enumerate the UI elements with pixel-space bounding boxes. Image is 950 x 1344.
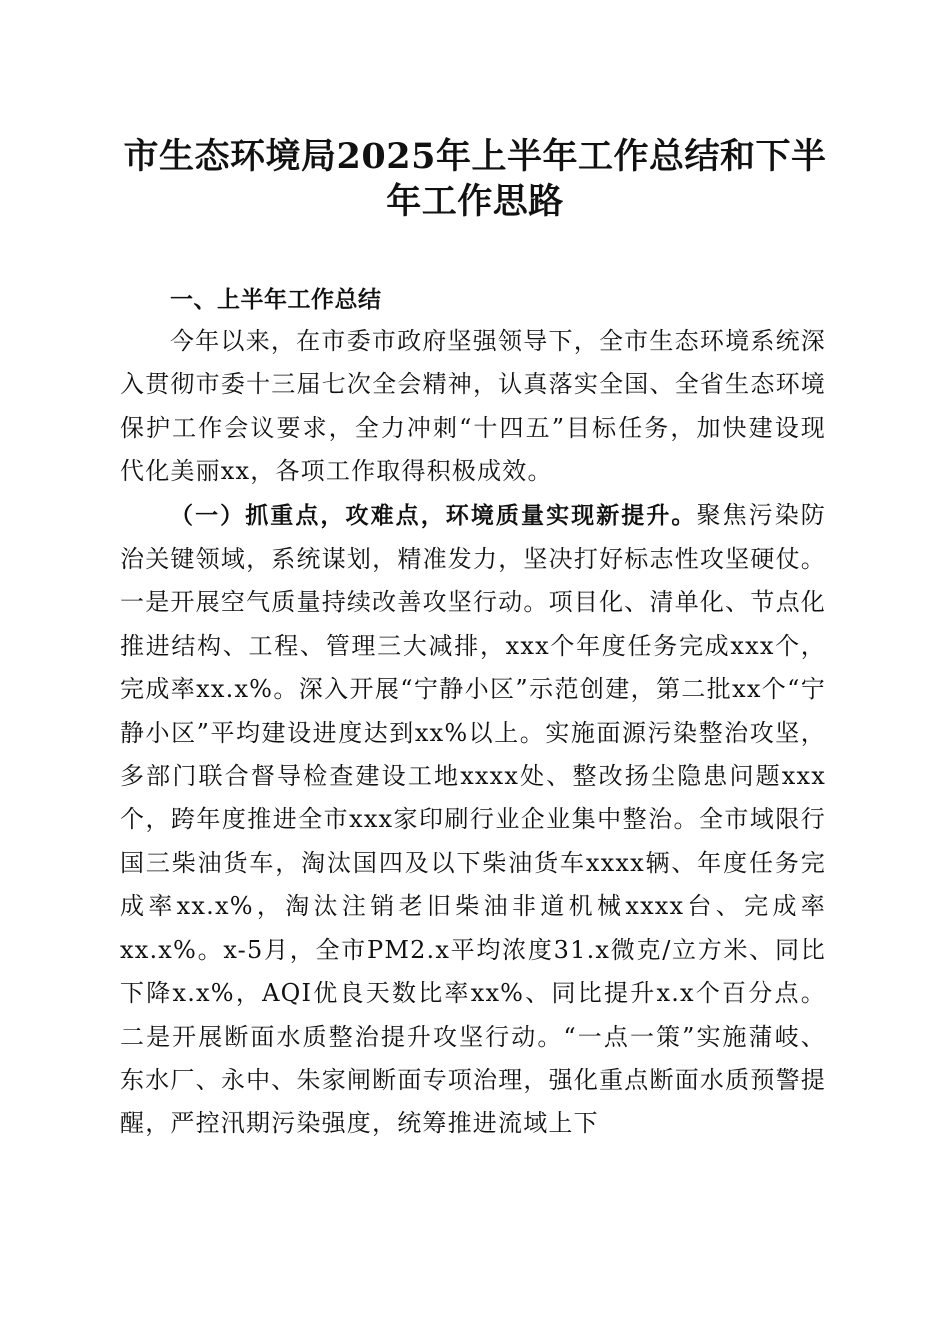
subsection-heading: （一）抓重点，攻难点，环境质量实现新提升。 (170, 502, 697, 529)
intro-paragraph: 今年以来，在市委市政府坚强领导下，全市生态环境系统深入贯彻市委十三届七次全会精神，认真落实全国、全省生态环境保护工作会议要求，全力冲刺“十四五”目标任务，加快建设现代化美丽xx，各项工作取得积极成效。 (120, 327, 826, 486)
title-line-2: 年工作思路 (386, 181, 564, 222)
document-body (120, 280, 826, 1146)
subsection-body: 聚焦污染防治关键领域，系统谋划，精准发力，坚决打好标志性攻坚硬仗。一是开展空气质量持续改善攻坚行动。项目化、清单化、节点化推进结构、工程、管理三大减排，xxx个年度任务完成xxx个，完成率xx.x%。深入开展“宁静小区”示范创建，第二批xx个“宁静小区”平均建设进度达到xx%以上。实施面源污染整治攻坚，多部门联合督导检查建设工地xxxx处、整改扬尘隐患问题xxx个，跨年度推进全市xxx家印刷行业企业集中整治。全市域限行国三柴油货车，淘汰国四及以下柴油货车xxxx辆、年度任务完成率xx.x%，淘汰注销老旧柴油非道机械xxxx台、完成率xx.x%。x-5月，全市PM2.x平均浓度31.x微克/立方米、同比下降x.x%，AQI优良天数比率xx%、同比提升x.x个百分点。二是开展断面水质整治提升攻坚行动。“一点一策”实施蒲岐、东水厂、永中、朱家闸断面专项治理，强化重点断面水质预警提醒，严控汛期污染强度，统筹推进流域上下 (120, 500, 827, 1138)
document-title (120, 134, 830, 224)
subsection-paragraph (120, 494, 826, 1146)
title-line-1: 市生态环境局2025年上半年工作总结和下半 (123, 136, 827, 177)
section-heading: 一、上半年工作总结 (170, 287, 382, 313)
